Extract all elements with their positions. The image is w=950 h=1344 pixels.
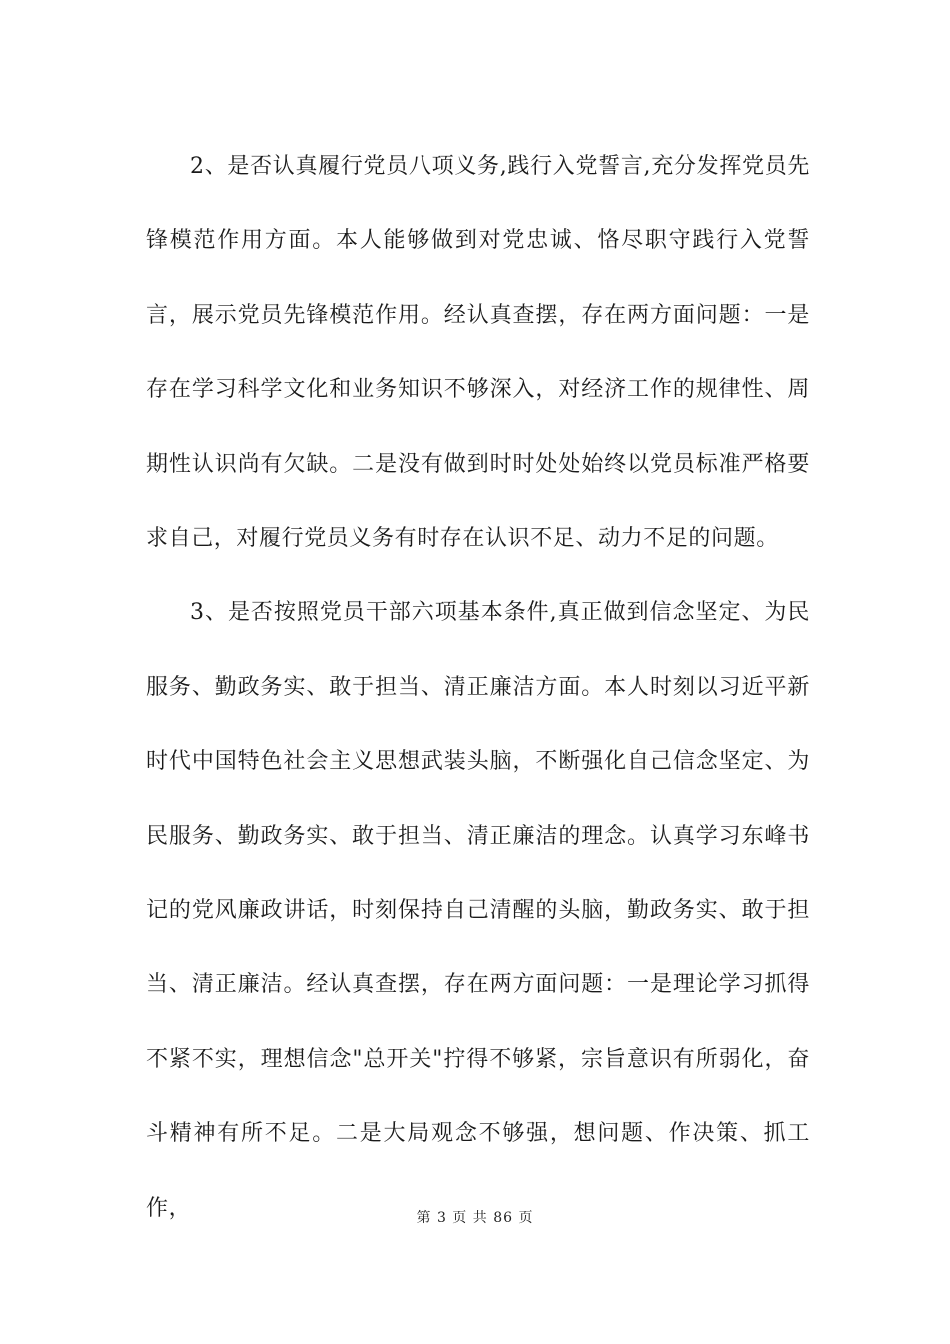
paragraph-item-3: 3、是否按照党员干部六项基本条件,真正做到信念坚定、为民服务、勤政务实、敢于担当、清正廉洁方面。本人时刻以习近平新时代中国特色社会主义思想武装头脑，不断强化自己信念坚定、为民服务、勤政务实、敢于担当、清正廉洁的理念。认真学习东峰书记的党风廉政讲话，时刻保持自己清醒的头脑，勤政务实、敢于担当、清正廉洁。经认真查摆，存在两方面问题：一是理论学习抓得不紧不实，理想信念"总开关"拧得不够紧，宗旨意识有所弱化，奋斗精神有所不足。二是大局观念不够强，想问题、作决策、抓工作，	[146, 600, 810, 1221]
document-body	[146, 130, 810, 1246]
page-footer: 第 3 页 共 86 页	[416, 1210, 534, 1226]
paragraph-item-2: 2、是否认真履行党员八项义务,践行入党誓言,充分发挥党员先锋模范作用方面。本人能够做到对党忠诚、恪尽职守践行入党誓言，展示党员先锋模范作用。经认真查摆，存在两方面问题：一是存在学习科学文化和业务知识不够深入，对经济工作的规律性、周期性认识尚有欠缺。二是没有做到时时处处始终以党员标准严格要求自己，对履行党员义务有时存在认识不足、动力不足的问题。	[146, 154, 810, 552]
